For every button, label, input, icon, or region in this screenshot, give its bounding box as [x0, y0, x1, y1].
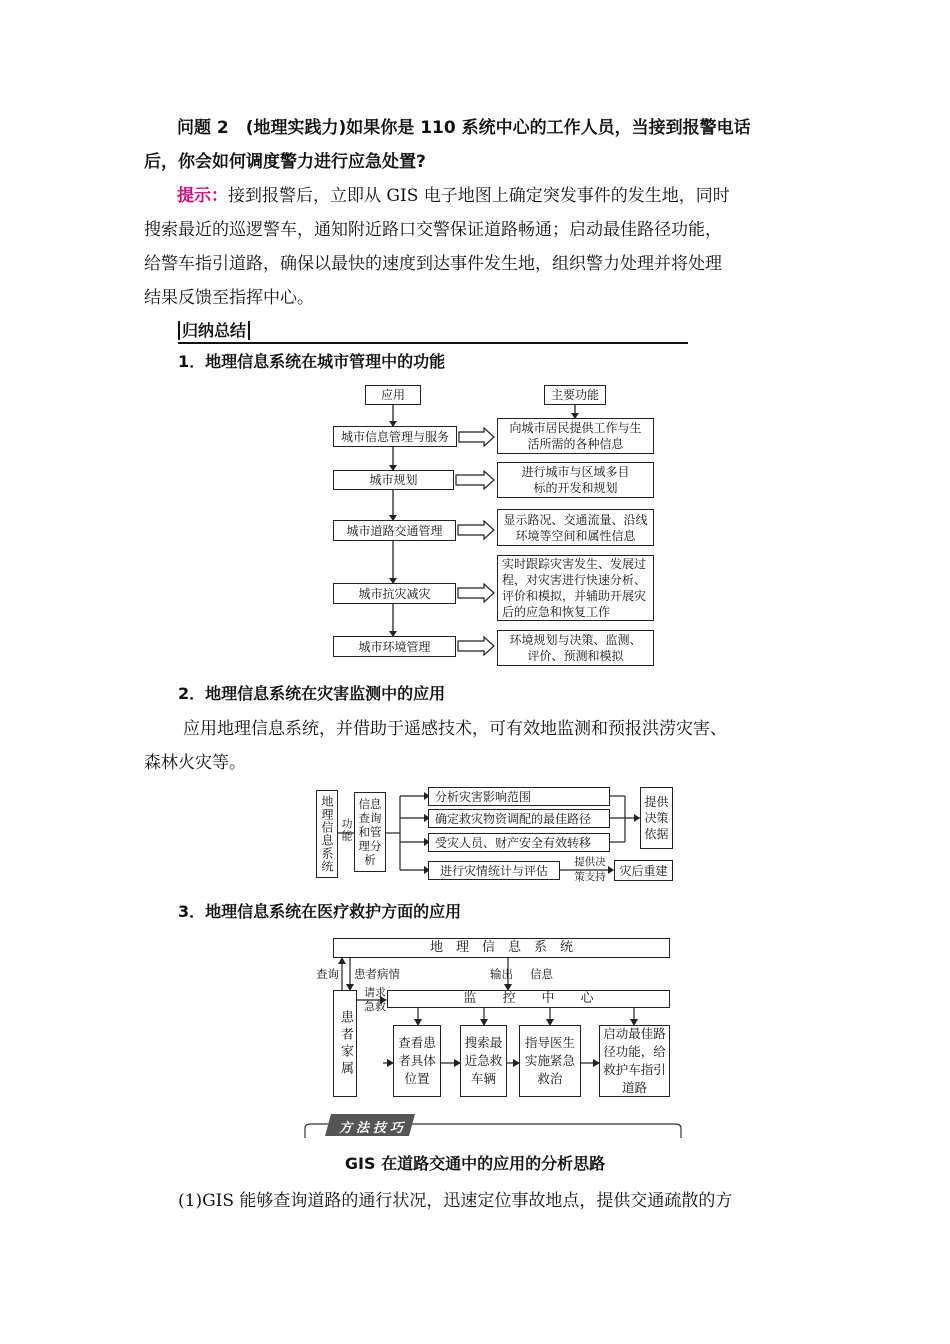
gis-bar: 地 理 信 息 系 统: [333, 938, 670, 958]
hint-line3: 给警车指引道路，确保以最快的速度到达事件发生地，组织警力处理并将处理: [144, 254, 722, 274]
support-label: 提供决策支持: [574, 856, 606, 883]
monitor-center: 监 控 中 心: [387, 990, 670, 1008]
info2-label: 信息: [530, 967, 553, 981]
query-label: 查询: [316, 967, 339, 981]
app-row-0: 城市信息管理与服务: [333, 426, 457, 447]
method-banner: [303, 1112, 683, 1140]
family-box: 患者家属: [333, 990, 357, 1097]
func-row-4: 环境规划与决策、监测、评价、预测和模拟: [497, 630, 654, 666]
request-label: 请求急救: [364, 986, 386, 1013]
method-line1: (1)GIS 能够查询道路的通行状况，迅速定位事故地点，提供交通疏散的方: [178, 1191, 733, 1211]
app-row-2: 城市道路交通管理: [333, 520, 456, 541]
app-row-3: 城市抗灾减灾: [333, 583, 456, 604]
col-app-header: 应用: [365, 385, 421, 405]
stats-box: 进行灾情统计与评估: [428, 861, 560, 880]
medical-box-0: 查看患者具体位置: [393, 1025, 441, 1097]
section2-para-line2: 森林火灾等。: [144, 753, 246, 773]
func-row-1: 进行城市与区域多目标的开发和规划: [497, 462, 654, 498]
method-banner-label: 方法技巧: [339, 1121, 408, 1136]
func-row-3: 实时跟踪灾害发生、发展过程，对灾害进行快速分析、评价和模拟，并辅助开展灾后的应急和恢复工作: [497, 555, 654, 621]
func-row-0: 向城市居民提供工作与生活所需的各种信息: [497, 418, 654, 454]
section3-heading: 3．地理信息系统在医疗救护方面的应用: [178, 902, 462, 921]
decision-box: 提供决策依据: [640, 787, 673, 849]
func-row-2: 显示路况、交通流量、沿线环境等空间和属性信息: [497, 509, 654, 546]
method-title: GIS 在道路交通中的应用的分析思路: [344, 1154, 606, 1173]
disaster-item-0: 分析灾害影响范围: [428, 787, 610, 806]
medical-box-1: 搜索最近急救车辆: [460, 1025, 507, 1097]
output-label: 输出: [490, 967, 513, 981]
question-line2: 后，你会如何调度警力进行应急处置?: [144, 152, 426, 172]
summary-tag-label: 归纳总结: [178, 321, 250, 340]
info-label: 患者病情: [354, 967, 400, 981]
gis-box: 地理信息系统: [316, 790, 338, 878]
section1-heading: 1．地理信息系统在城市管理中的功能: [178, 352, 446, 371]
medical-box-3: 启动最佳路径功能，给救护车指引道路: [599, 1025, 670, 1097]
hint-text: 接到报警后，立即从 GIS 电子地图上确定突发事件的发生地，同时: [228, 186, 730, 206]
disaster-item-1: 确定救灾物资调配的最佳路径: [428, 809, 610, 828]
rebuild-box: 灾后重建: [614, 860, 673, 881]
query-box: 信息查询和管理分析: [354, 792, 386, 872]
col-func-header: 主要功能: [544, 385, 606, 405]
section2-heading: 2．地理信息系统在灾害监测中的应用: [178, 684, 446, 703]
disaster-item-2: 受灾人员、财产安全有效转移: [428, 833, 610, 852]
app-row-1: 城市规划: [333, 470, 454, 490]
hint-line4: 结果反馈至指挥中心。: [144, 288, 314, 308]
hint-label: 提示：: [177, 186, 228, 206]
question-line1: 问题 2 (地理实践力)如果你是 110 系统中心的工作人员，当接到报警电话: [177, 118, 751, 138]
app-row-4: 城市环境管理: [333, 636, 456, 657]
hint-line2: 搜索最近的巡逻警车，通知附近路口交警保证道路畅通；启动最佳路径功能，: [144, 220, 722, 240]
medical-box-2: 指导医生实施紧急救治: [519, 1025, 581, 1097]
func-label: 功能: [340, 818, 353, 842]
section2-para-line1: 应用地理信息系统，并借助于遥感技术，可有效地监测和预报洪涝灾害、: [183, 719, 727, 739]
